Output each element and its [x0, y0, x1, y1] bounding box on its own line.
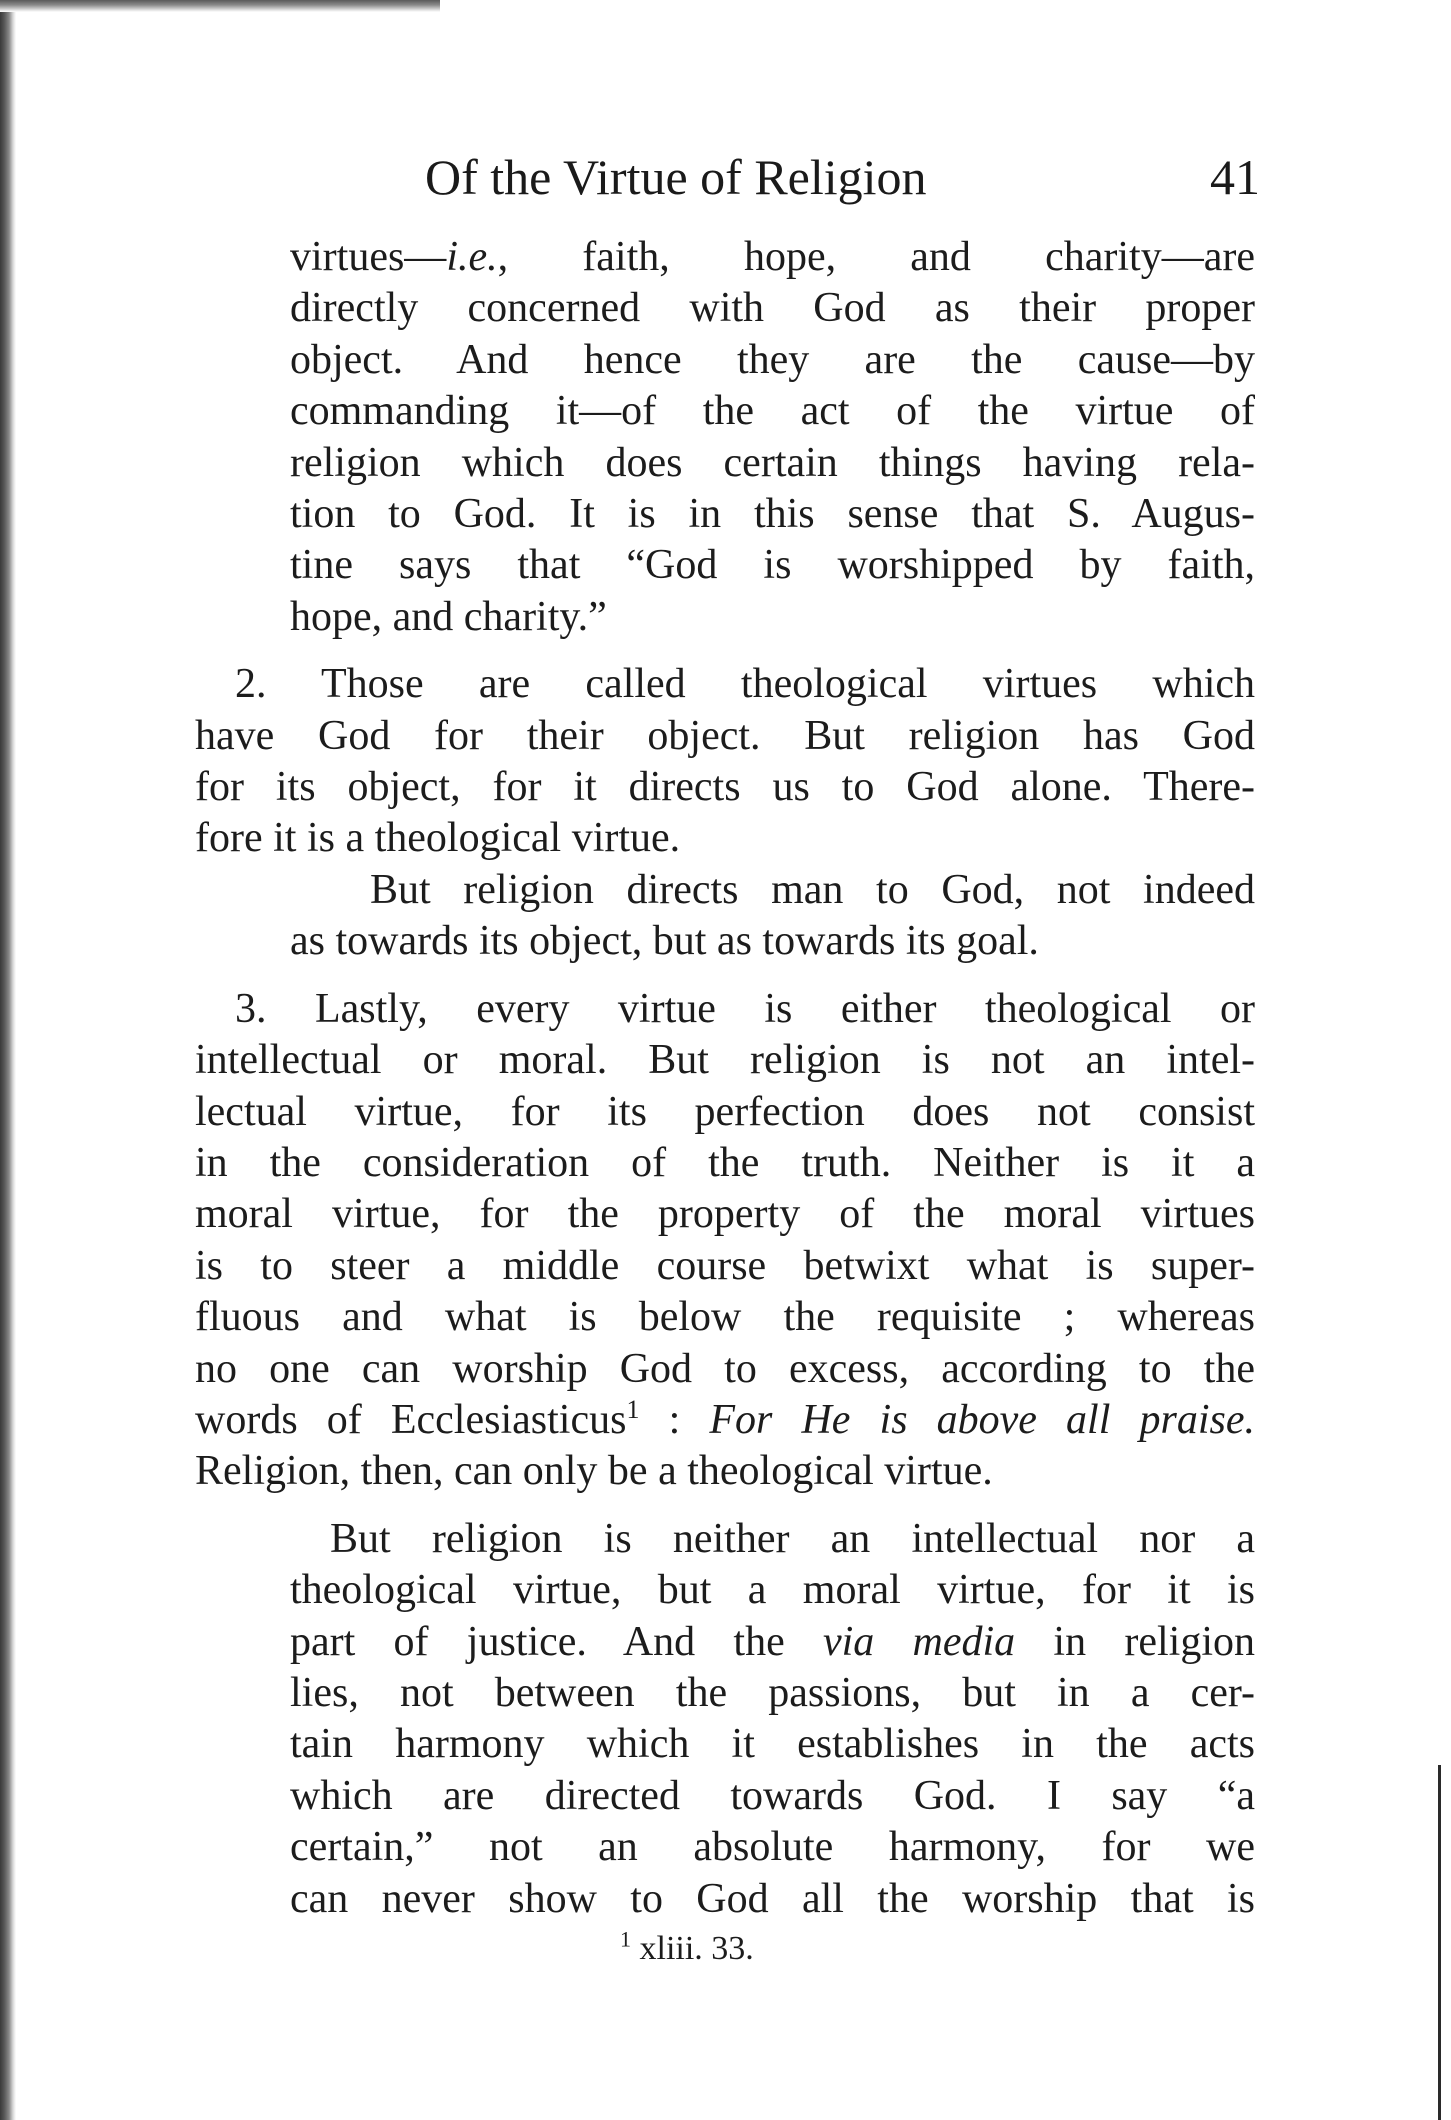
text-line: lectual virtue, for its perfection does not consist [195, 1088, 1255, 1135]
text-line: can never show to God all the worship that is [290, 1875, 1255, 1922]
text-line: for its object, for it directs us to God alone. There- [195, 764, 1255, 811]
top-rule [0, 0, 440, 12]
paragraph-continued [195, 232, 1255, 643]
text-line: tine says that “God is worshipped by faith, [290, 542, 1255, 589]
scripture-quote: For He is above all praise. [709, 1396, 1255, 1443]
running-head [195, 148, 1260, 208]
text-line: as towards its object, but as towards its goal. [290, 918, 1039, 965]
text-line: directly concerned with God as their proper [290, 285, 1255, 332]
abbreviation-italic: i.e. [446, 234, 498, 280]
text-line: have God for their object. But religion has God [195, 712, 1255, 759]
footnote-text: xliii. 33. [639, 1930, 754, 1967]
text-run: words of Ecclesiasticus [195, 1396, 627, 1443]
body-text [195, 232, 1255, 1925]
footnote-reference: 1 [626, 1394, 640, 1424]
text-line: in the consideration of the truth. Neither is it a [195, 1139, 1255, 1186]
text-line: 2. Those are called theological virtues which [235, 661, 1255, 708]
text-line: tain harmony which it establishes in the acts [290, 1721, 1255, 1768]
latin-phrase-italic: via media [822, 1618, 1016, 1665]
text-line: lies, not between the passions, but in a cer- [290, 1669, 1255, 1716]
objection-3 [195, 984, 1255, 1498]
text-line: is to steer a middle course betwixt what is super- [195, 1242, 1255, 1289]
text-line: part of justice. And the via media in religion [290, 1618, 1255, 1665]
text-line: 3. Lastly, every virtue is either theological or [235, 985, 1255, 1032]
text-line: religion which does certain things having rela- [290, 439, 1255, 486]
text-line: which are directed towards God. I say “a [290, 1772, 1255, 1819]
text-line: intellectual or moral. But religion is not an intel- [195, 1037, 1255, 1084]
text-line: But religion directs man to God, not indeed [370, 866, 1255, 913]
text-line: no one can worship God to excess, according to the [195, 1345, 1255, 1392]
footnote [620, 1926, 754, 1968]
text-line: fore it is a theological virtue. [195, 815, 681, 862]
text-line: But religion is neither an intellectual nor a [330, 1515, 1255, 1562]
footnote-mark: 1 [620, 1926, 631, 1952]
text-line: virtues—i.e., faith, hope, and charity—are [290, 234, 1255, 280]
text-line: theological virtue, but a moral virtue, for it is [290, 1567, 1255, 1614]
text-line: fluous and what is below the requisite ; whereas [195, 1294, 1255, 1341]
reply-2 [195, 865, 1255, 968]
text-line [195, 1395, 1255, 1446]
text-line: certain,” not an absolute harmony, for we [290, 1824, 1255, 1871]
text-line: commanding it—of the act of the virtue of [290, 388, 1255, 435]
objection-2 [195, 659, 1255, 865]
text-line: Religion, then, can only be a theological virtue. [195, 1448, 993, 1495]
text-run: : [639, 1396, 710, 1443]
binding-edge [0, 0, 16, 2120]
reply-3 [195, 1514, 1255, 1925]
page-edge-rule [1438, 1765, 1441, 2120]
page-number: 41 [1210, 149, 1260, 205]
text-line: tion to God. It is in this sense that S. Augus- [290, 491, 1255, 538]
running-title: Of the Virtue of Religion [425, 149, 927, 205]
text-line: object. And hence they are the cause—by [290, 336, 1255, 383]
text-line: moral virtue, for the property of the moral virtues [195, 1191, 1255, 1238]
text-line: hope, and charity.” [290, 593, 607, 640]
